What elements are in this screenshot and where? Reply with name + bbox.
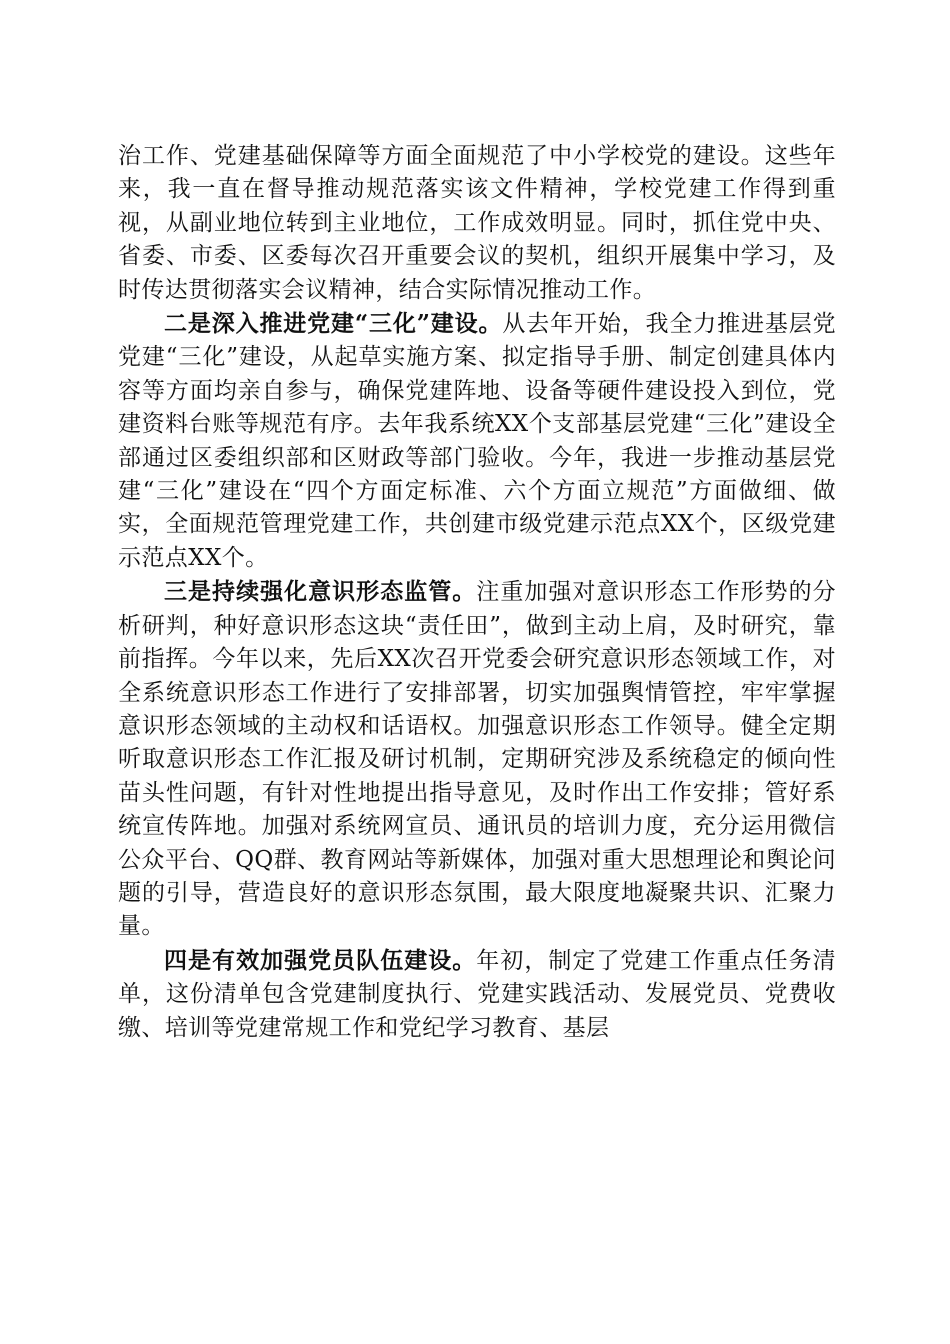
paragraph-member-team bbox=[118, 944, 836, 1045]
paragraph-party-building-three bbox=[118, 307, 836, 575]
paragraph-ideology-supervision bbox=[118, 575, 836, 943]
paragraph-continuation bbox=[118, 140, 836, 307]
paragraph-2-text: 从去年开始，我全力推进基层党党建“三化”建设，从起草实施方案、拟定指导手册、制定创建具体内容等方面均亲自参与，确保党建阵地、设备等硬件建设投入到位，党建资料台账等规范有序。去年我系统XX个支部基层党建“三化”建设全部通过区委组织部和区财政等部门验收。今年，我进一步推动基层党建“三化”建设在“四个方面定标准、六个方面立规范”方面做细、做实，全面规范管理党建工作，共创建市级党建示范点XX个，区级党建示范点XX个。 bbox=[118, 311, 836, 571]
paragraph-4-heading: 四是有效加强党员队伍建设。 bbox=[164, 946, 477, 974]
paragraph-3-heading: 三是持续强化意识形态监管。 bbox=[164, 578, 477, 606]
paragraph-3-text: 注重加强对意识形态工作形势的分析研判，种好意识形态这块“责任田”，做到主动上肩，及时研究，靠前指挥。今年以来，先后XX次召开党委会研究意识形态领域工作，对全系统意识形态工作进行了安排部署，切实加强舆情管控，牢牢掌握意识形态领域的主动权和话语权。加强意识形态工作领导。健全定期听取意识形态工作汇报及研讨机制，定期研究涉及系统稳定的倾向性苗头性问题，有针对性地提出指导意见，及时作出工作安排；管好系统宣传阵地。加强对系统网宣员、通讯员的培训力度，充分运用微信公众平台、QQ群、教育网站等新媒体，加强对重大思想理论和舆论问题的引导，营造良好的意识形态氛围，最大限度地凝聚共识、汇聚力量。 bbox=[118, 579, 837, 940]
paragraph-2-heading: 二是深入推进党建“三化”建设。 bbox=[164, 310, 503, 338]
paragraph-4-text: 年初，制定了党建工作重点任务清单，这份清单包含党建制度执行、党建实践活动、发展党员、党费收缴、培训等党建常规工作和党纪学习教育、基层 bbox=[118, 947, 837, 1041]
paragraph-1-text: 治工作、党建基础保障等方面全面规范了中小学校党的建设。这些年来，我一直在督导推动规范落实该文件精神，学校党建工作得到重视，从副业地位转到主业地位，工作成效明显。同时，抓住党中央、省委、市委、区委每次召开重要会议的契机，组织开展集中学习，及时传达贯彻落实会议精神，结合实际情况推动工作。 bbox=[118, 143, 836, 303]
document-page bbox=[118, 140, 836, 1045]
